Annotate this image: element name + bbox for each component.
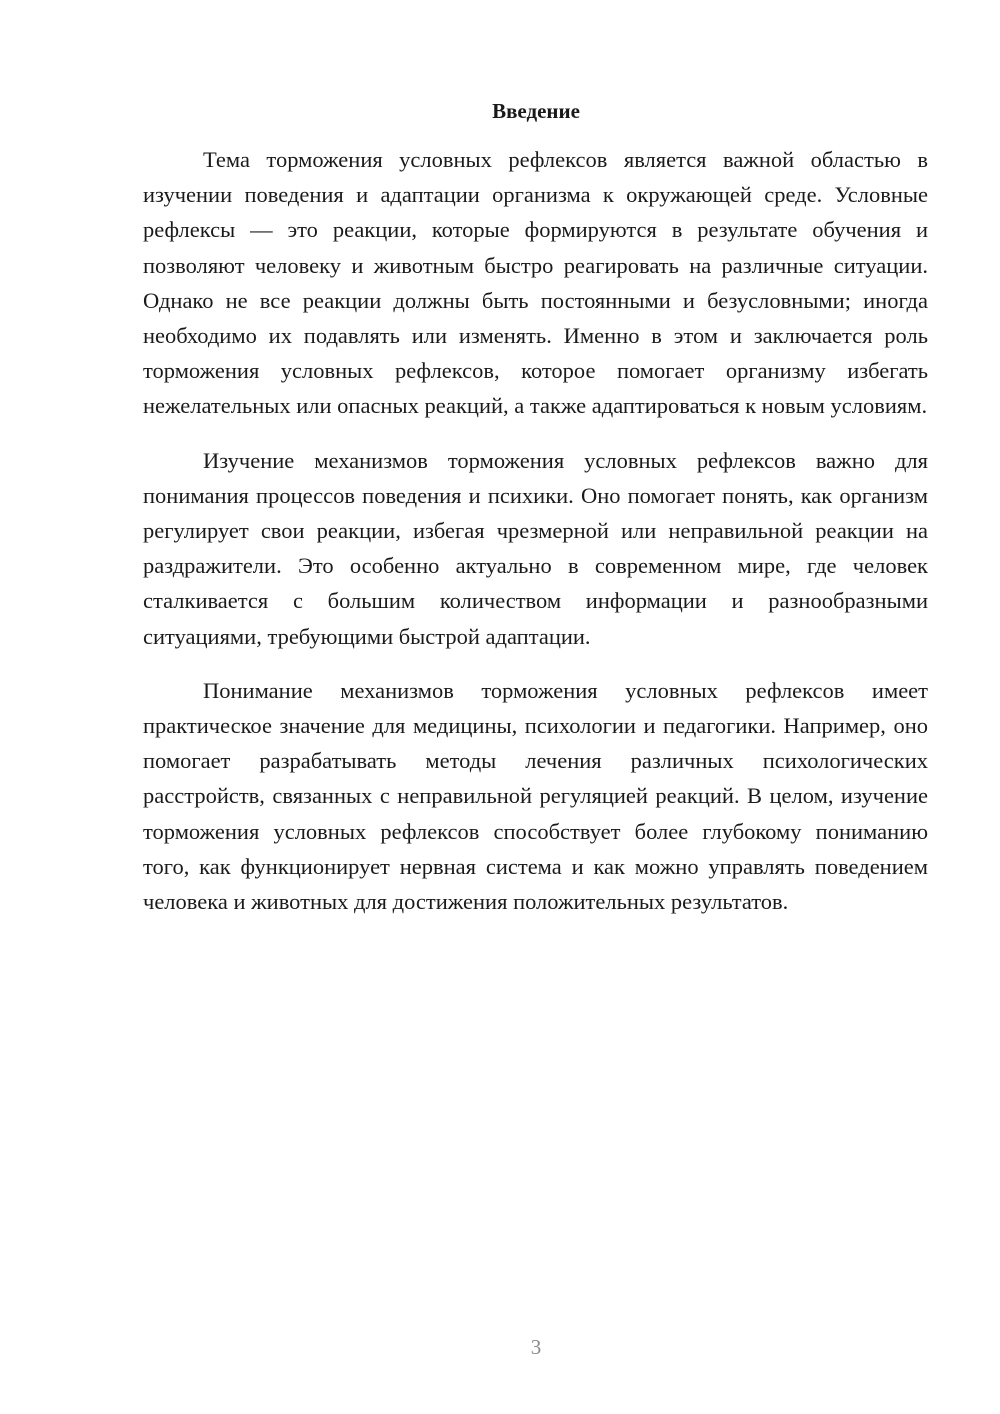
paragraph-1: Тема торможения условных рефлексов является важной областью в изучении поведения и адаптации организма к окружающей среде. Условные рефлексы — это реакции, которые формируются в результате обучения и позволяют человеку и животным быстро реагировать на различные ситуации. Однако не все реакции должны быть постоянными и безусловными; иногда необходимо их подавлять или изменять. Именно в этом и заключается роль торможения условных рефлексов, которое помогает организму избегать нежелательных или опасных реакций, а также адаптироваться к новым условиям.	[143, 147, 928, 419]
paragraph-3: Понимание механизмов торможения условных рефлексов имеет практическое значение для медицины, психологии и педагогики. Например, оно помогает разрабатывать методы лечения различных психологических расстройств, связанных с неправильной регуляцией реакций. В целом, изучение торможения условных рефлексов способствует более глубокому пониманию того, как функционирует нервная система и как можно управлять поведением человека и животных для достижения положительных результатов.	[143, 677, 928, 915]
page-number: 3	[530, 1335, 542, 1359]
section-title: Введение	[492, 99, 580, 123]
body-text	[143, 142, 928, 938]
paragraph-2: Изучение механизмов торможения условных рефлексов важно для понимания процессов поведения и психики. Оно помогает понять, как организм регулирует свои реакции, избегая чрезмерной или неправильной реакции на раздражители. Это особенно актуально в современном мире, где человек сталкивается с большим количеством информации и разнообразными ситуациями, требующими быстрой адаптации.	[143, 447, 928, 649]
